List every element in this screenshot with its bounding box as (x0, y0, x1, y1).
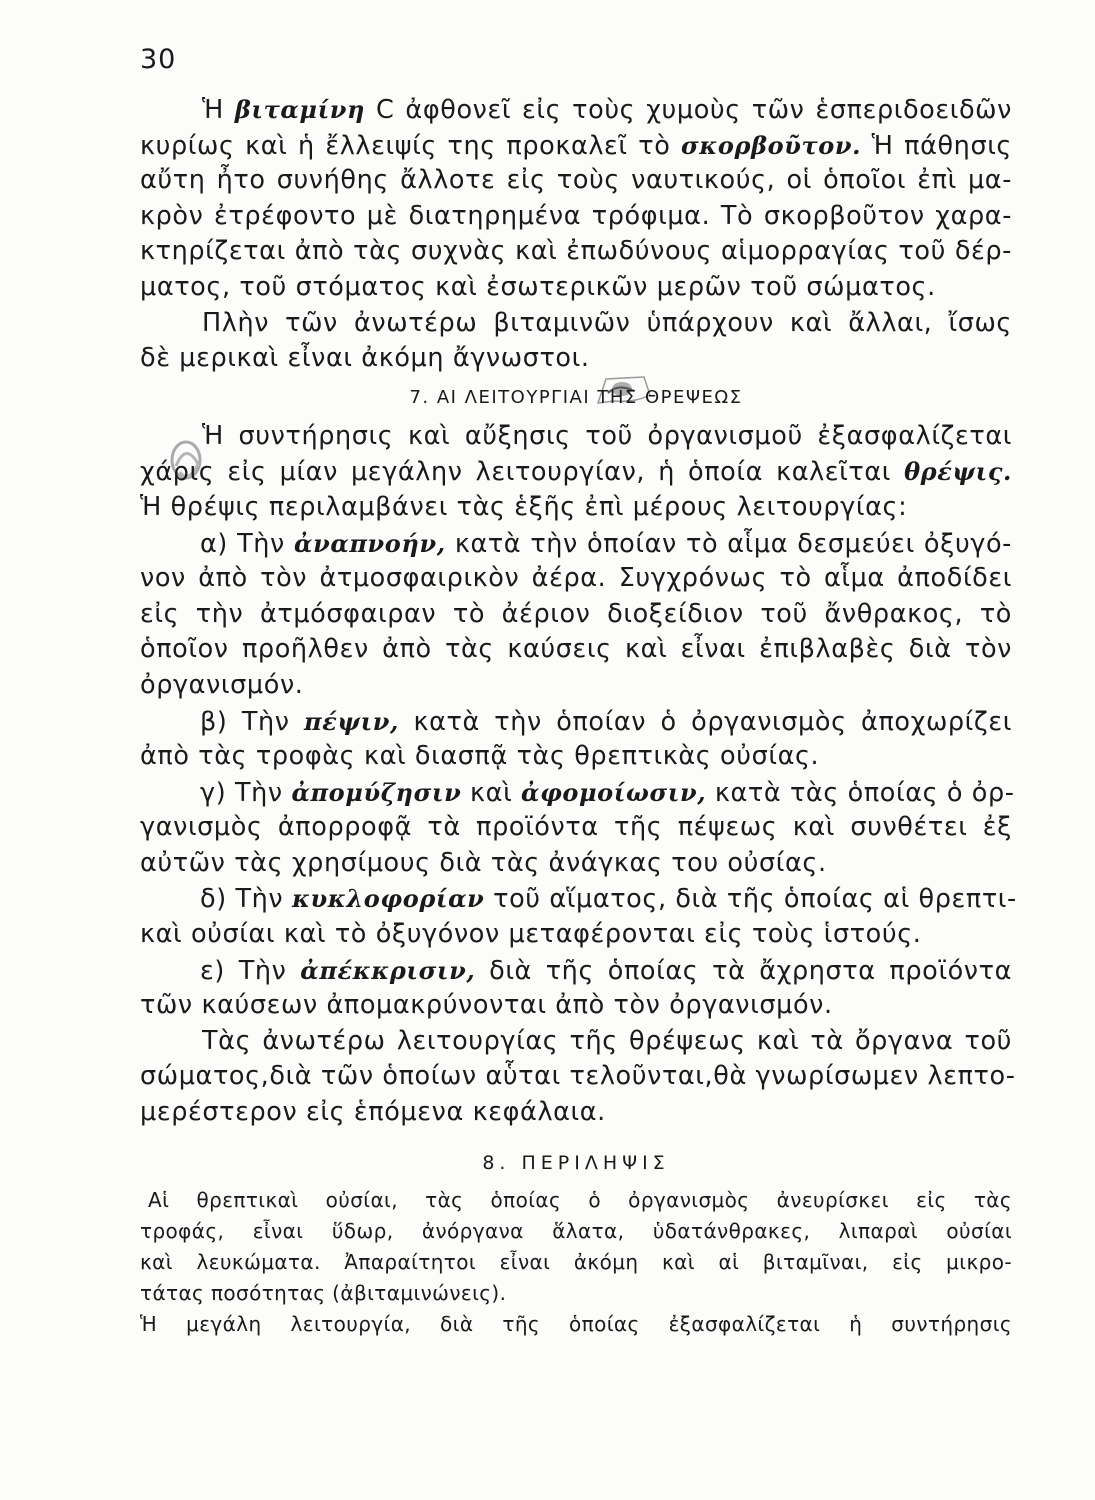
text-line: κτηρίζεται ἀπὸ τὰς συχνὰς καὶ ἐπωδύνους αἱμορραγίας τοῦ δέρ- (140, 236, 1012, 267)
function-item-e (140, 953, 1012, 1024)
text-span: ε) Τὴν (200, 955, 301, 986)
text-line (140, 775, 1015, 811)
text-line (140, 92, 1012, 128)
emphasis-term: ἀφομοίωσιν, (521, 777, 707, 807)
text-line: ὁποῖον προῆλθεν ἀπὸ τὰς καύσεις καὶ εἶναι ἐπιβλαβὲς διὰ τὸν (140, 634, 1012, 665)
text-span: κυρίως καὶ ἡ ἔλλειψίς της προκαλεῖ τὸ (140, 130, 682, 161)
emphasis-term: κυκλοφορίαν (291, 884, 485, 914)
text-line: Αἱ θρεπτικαὶ οὐσίαι, τὰς ὁποίας ὁ ὀργανισμὸς ἀνευρίσκει εἰς τὰς (148, 1187, 1012, 1212)
text-line: εἰς τὴν ἀτμόσφαιραν τὸ ἀέριον διοξείδιον τοῦ ἄνθρακος, τὸ (140, 598, 1012, 629)
emphasis-term: ἀπομύζησιν (291, 777, 462, 807)
section-heading-8: 8. ΠΕΡΙΛΗΨΙΣ (482, 1151, 670, 1174)
paragraph-closing (140, 1024, 1016, 1131)
text-line (140, 881, 1017, 917)
text-span: κατὰ τὴν ὁποίαν ὁ ὀργανισμὸς ἀποχωρίζει (399, 706, 1012, 737)
text-span: καὶ (461, 777, 522, 808)
text-line: κρὸν ἐτρέφοντο μὲ διατηρημένα τρόφιμα. Τὸ σκορβοῦτον χαρα- (140, 200, 1012, 231)
function-item-d (140, 881, 1017, 952)
page-number: 30 (140, 44, 177, 75)
text-line: τροφάς, εἶναι ὕδωρ, ἀνόργανα ἅλατα, ὑδατάνθρακες, λιπαραὶ οὐσίαι (140, 1218, 1012, 1243)
text-span: β) Τὴν (200, 706, 305, 737)
text-line: μερέστερον εἰς ἑπόμενα κεφάλαια. (140, 1097, 606, 1128)
text-line: Τὰς ἀνωτέρω λειτουργίας τῆς θρέψεως καὶ τὰ ὄργανα τοῦ (202, 1025, 1012, 1056)
text-line: δὲ μερικαὶ εἶναι ἀκόμη ἄγνωστοι. (140, 343, 590, 374)
emphasis-term: πέψιν, (304, 706, 400, 736)
text-span: Ἡ (202, 95, 235, 125)
text-line: νον ἀπὸ τὸν ἀτμοσφαιρικὸν ἀέρα. Συγχρόνως τὸ αἷμα ἀποδίδει (140, 563, 1012, 594)
paragraph-vitamin-c (140, 92, 1012, 306)
text-span: χάρις εἰς μίαν μεγάλην λειτουργίαν, ἡ ὁποία καλεῖται (140, 457, 905, 488)
text-line (140, 128, 1012, 164)
text-line: καὶ οὐσίαι καὶ τὸ ὀξυγόνον μεταφέρονται εἰς τοὺς ἱστούς. (140, 919, 922, 950)
text-line: καὶ λευκώματα. Ἀπαραίτητοι εἶναι ἀκόμη καὶ αἱ βιταμῖναι, εἰς μικρο- (140, 1249, 1012, 1274)
emphasis-term: θρέψις. (904, 457, 1012, 487)
text-line (140, 454, 1012, 490)
section-heading-7: 7. ΑΙ ΛΕΙΤΟΥΡΓΙΑΙ ΤΗΣ ΘΡΕΨΕΩΣ (409, 386, 743, 408)
emphasis-term: ἀναπνοήν, (294, 528, 446, 558)
text-span: τοῦ αἵματος, διὰ τῆς ὁποίας αἱ θρεπτι- (484, 884, 1017, 915)
function-item-c (140, 775, 1015, 882)
function-item-a (140, 526, 1012, 704)
emphasis-term: σκορβοῦτον. (681, 130, 862, 160)
summary-paragraph (140, 1185, 1012, 1340)
text-line (140, 704, 1012, 740)
text-line: Ἡ θρέψις περιλαμβάνει τὰς ἑξῆς ἐπὶ μέρους λειτουργίας: (140, 491, 908, 522)
text-line: Ἡ συντήρησις καὶ αὔξησις τοῦ ὀργανισμοῦ ἐξασφαλίζεται (202, 420, 1012, 451)
text-line (140, 526, 1012, 562)
text-line: ὀργανισμόν. (140, 669, 304, 700)
text-span: κατὰ τὴν ὁποίαν τὸ αἷμα δεσμεύει ὀξυγό- (445, 528, 1012, 559)
text-line: ματος, τοῦ στόματος καὶ ἐσωτερικῶν μερῶν τοῦ σώματος. (140, 271, 936, 302)
text-span: Ἡ πάθησις (861, 130, 1013, 161)
text-line: αὔτη ἦτο συνήθης ἄλλοτε εἰς τοὺς ναυτικούς, οἱ ὁποῖοι ἐπὶ μα- (140, 165, 1012, 196)
function-item-b (140, 704, 1012, 775)
text-span: δ) Τὴν (200, 884, 292, 915)
text-line: γανισμὸς ἀπορροφᾷ τὰ προϊόντα τῆς πέψεως καὶ συνθέτει ἐξ (140, 812, 1012, 843)
text-line: τάτας ποσότητας (ἀβιταμινώνεις). (140, 1280, 507, 1305)
text-line: τῶν καύσεων ἀπομακρύνονται ἀπὸ τὸν ὀργανισμόν. (140, 990, 833, 1021)
body-text (140, 92, 1017, 1340)
text-span: κατὰ τὰς ὁποίας ὁ ὀρ- (706, 777, 1015, 808)
text-line: ἀπὸ τὰς τροφὰς καὶ διασπᾷ τὰς θρεπτικὰς οὐσίας. (140, 741, 820, 772)
text-line: Πλὴν τῶν ἀνωτέρω βιταμινῶν ὑπάρχουν καὶ ἄλλαι, ἴσως (202, 307, 1012, 338)
text-line (140, 953, 1012, 989)
text-span: C ἀφθονεῖ εἰς τοὺς χυμοὺς τῶν ἑσπεριδοειδῶν (365, 95, 1012, 125)
text-line: Ἡ μεγάλη λειτουργία, διὰ τῆς ὁποίας ἐξασφαλίζεται ἡ συντήρησις (140, 1311, 1012, 1336)
emphasis-term: ἀπέκκρισιν, (300, 955, 476, 985)
text-span: α) Τὴν (200, 528, 294, 559)
emphasis-term: βιταμίνη (234, 95, 366, 124)
text-span: διὰ τῆς ὁποίας τὰ ἄχρηστα προϊόντα (475, 955, 1012, 986)
text-span: γ) Τὴν (200, 777, 292, 808)
paragraph-other-vitamins (140, 306, 1012, 377)
text-line: σώματος,διὰ τῶν ὁποίων αὗται τελοῦνται,θὰ γνωρίσωμεν λεπτο- (140, 1061, 1016, 1092)
paragraph-nutrition (140, 419, 1012, 526)
text-line: αὐτῶν τὰς χρησίμους διὰ τὰς ἀνάγκας του οὐσίας. (140, 847, 827, 878)
